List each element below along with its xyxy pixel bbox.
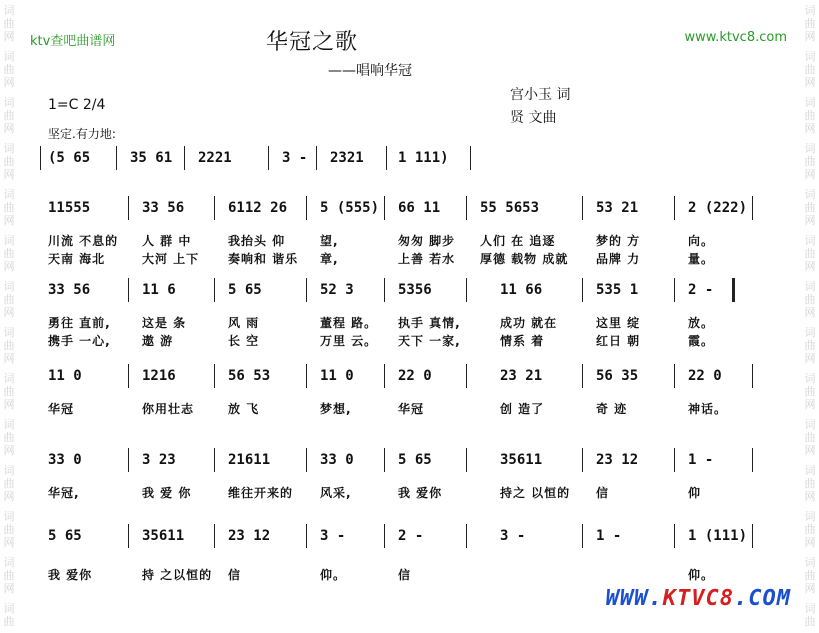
lyric-line-2: 大河 上下 — [142, 252, 200, 266]
bar-line — [384, 278, 385, 302]
watermark-glyph: 词 — [804, 464, 816, 477]
lyric-line-1: 勇往 直前, — [48, 316, 111, 330]
watermark-glyph: 网 — [3, 582, 15, 595]
bar-line — [582, 524, 583, 548]
watermark-glyph: 曲 — [804, 523, 816, 536]
watermark-glyph: 网 — [3, 306, 15, 319]
watermark-glyph: 曲 — [804, 569, 816, 582]
song-title: 华冠之歌 — [266, 30, 359, 55]
watermark-glyph: 网 — [3, 122, 15, 135]
watermark-glyph: 曲 — [804, 63, 816, 76]
watermark-glyph: 网 — [804, 536, 816, 549]
watermark-glyph: 网 — [804, 582, 816, 595]
watermark-glyph: 曲 — [3, 569, 15, 582]
bar-line — [306, 448, 307, 472]
watermark-glyph: 曲 — [3, 431, 15, 444]
lyric-line-1: 信 — [228, 568, 242, 582]
bar-line — [384, 364, 385, 388]
composer-credit: 贤 文曲 — [510, 110, 557, 126]
bar-line — [582, 448, 583, 472]
bar-line — [582, 364, 583, 388]
bar-line — [674, 196, 675, 220]
measure-notes: 11 6 — [142, 282, 176, 298]
measure-notes: 5 65 — [398, 452, 432, 468]
lyric-line-1: 仰。 — [320, 568, 347, 582]
bar-line — [752, 196, 753, 220]
lyric-line-1: 风 雨 — [228, 316, 260, 330]
watermark-glyph: 词 — [804, 142, 816, 155]
watermark-glyph: 网 — [804, 444, 816, 457]
watermark-glyph: 曲 — [804, 385, 816, 398]
watermark-glyph: 网 — [804, 352, 816, 365]
watermark-glyph: 曲 — [804, 109, 816, 122]
footer-brand: KTVC8 — [662, 586, 735, 611]
bar-line — [384, 196, 385, 220]
lyric-line-1: 人 群 中 — [142, 234, 192, 248]
bar-line — [386, 146, 387, 170]
watermark-glyph: 网 — [3, 536, 15, 549]
bar-line — [752, 524, 753, 548]
measure-notes: 11 66 — [500, 282, 543, 298]
lyric-line-1: 我 爱你 — [48, 568, 93, 582]
measure-notes: 2321 — [330, 150, 364, 166]
bar-line — [582, 196, 583, 220]
bar-line — [128, 364, 129, 388]
watermark-glyph: 词 — [804, 326, 816, 339]
watermark-glyph: 词 — [3, 418, 15, 431]
lyric-line-2: 遨 游 — [142, 334, 174, 348]
watermark-glyph: 曲 — [3, 477, 15, 490]
staff-row — [0, 528, 819, 582]
measure-notes: 33 56 — [48, 282, 91, 298]
watermark-glyph: 曲 — [3, 385, 15, 398]
watermark-glyph: 网 — [804, 260, 816, 273]
footer-logo[interactable] — [606, 586, 791, 611]
watermark-glyph: 网 — [804, 168, 816, 181]
watermark-glyph: 曲 — [3, 109, 15, 122]
lyric-line-2: 量。 — [688, 252, 715, 266]
lyric-line-2: 上善 若水 — [398, 252, 456, 266]
watermark-glyph: 词 — [804, 556, 816, 569]
lyric-line-2: 厚德 载物 成就 — [480, 252, 569, 266]
watermark-glyph: 曲 — [804, 155, 816, 168]
lyric-line-1: 华冠 — [48, 402, 75, 416]
footer-prefix: WWW. — [605, 586, 663, 611]
measure-notes: 23 21 — [500, 368, 543, 384]
measure-notes: 33 0 — [48, 452, 82, 468]
measure-notes: 6112 26 — [228, 200, 288, 216]
measure-notes: 11 0 — [320, 368, 354, 384]
watermark-glyph: 词 — [3, 280, 15, 293]
watermark-glyph: 网 — [804, 76, 816, 89]
measure-notes: 1 - — [596, 528, 622, 544]
footer-suffix: .COM — [734, 586, 791, 611]
watermark-glyph: 曲 — [3, 201, 15, 214]
watermark-glyph: 网 — [804, 30, 816, 43]
lyric-line-1: 人们 在 追逐 — [480, 234, 556, 248]
lyric-line-1: 华冠 — [398, 402, 425, 416]
watermark-glyph: 网 — [3, 214, 15, 227]
lyric-line-1: 创 造了 — [500, 402, 545, 416]
lyric-line-1: 川流 不息的 — [48, 234, 119, 248]
watermark-glyph: 网 — [3, 260, 15, 273]
measure-notes: 35611 — [142, 528, 185, 544]
lyric-line-1: 信 — [596, 486, 610, 500]
measure-notes: 5 65 — [228, 282, 262, 298]
watermark-glyph: 词 — [804, 50, 816, 63]
bar-line — [116, 146, 117, 170]
watermark-glyph: 曲 — [3, 523, 15, 536]
watermark-glyph: 词 — [3, 372, 15, 385]
watermark-glyph: 曲 — [804, 17, 816, 30]
lyric-line-1: 这里 绽 — [596, 316, 641, 330]
watermark-glyph: 词 — [3, 326, 15, 339]
measure-notes: 33 0 — [320, 452, 354, 468]
watermark-glyph: 词 — [804, 372, 816, 385]
bar-line — [128, 196, 129, 220]
watermark-glyph: 网 — [804, 122, 816, 135]
watermark-glyph: 曲 — [3, 293, 15, 306]
measure-notes: 23 12 — [228, 528, 271, 544]
measure-notes: 1 (111) — [688, 528, 748, 544]
lyric-line-1: 持之 以恒的 — [500, 486, 571, 500]
bar-line — [214, 448, 215, 472]
lyric-line-2: 万里 云。 — [320, 334, 378, 348]
lyric-line-1: 这是 条 — [142, 316, 187, 330]
watermark-glyph: 网 — [3, 398, 15, 411]
lyric-line-1: 风采, — [320, 486, 352, 500]
watermark-glyph: 网 — [804, 306, 816, 319]
watermark-glyph: 曲 — [3, 615, 15, 628]
watermark-glyph: 曲 — [3, 339, 15, 352]
measure-notes: 5 (555) — [320, 200, 380, 216]
measure-notes: (5 65 — [48, 150, 91, 166]
measure-notes: 35611 — [500, 452, 543, 468]
watermark-glyph: 网 — [3, 168, 15, 181]
watermark-glyph: 曲 — [3, 17, 15, 30]
watermark-glyph: 曲 — [3, 247, 15, 260]
watermark-glyph: 词 — [3, 602, 15, 615]
watermark-glyph: 曲 — [3, 155, 15, 168]
song-subtitle: ——唱响华冠 — [328, 63, 412, 79]
lyric-line-1: 梦的 方 — [596, 234, 641, 248]
watermark-glyph: 网 — [3, 30, 15, 43]
lyric-line-2: 章, — [320, 252, 339, 266]
lyric-line-2: 天下 一家, — [398, 334, 461, 348]
watermark-glyph: 词 — [804, 234, 816, 247]
watermark-glyph: 词 — [3, 96, 15, 109]
watermark-glyph: 网 — [804, 490, 816, 503]
watermark-glyph: 网 — [804, 214, 816, 227]
lyric-line-1: 向。 — [688, 234, 715, 248]
bar-line — [128, 524, 129, 548]
lyric-line-2: 品牌 力 — [596, 252, 641, 266]
measure-notes: 35 61 — [130, 150, 173, 166]
measure-notes: 33 56 — [142, 200, 185, 216]
measure-notes: 2221 — [198, 150, 232, 166]
measure-notes: 66 11 — [398, 200, 441, 216]
bar-line — [184, 146, 185, 170]
staff-row — [0, 452, 819, 500]
bar-line — [128, 448, 129, 472]
measure-notes: 3 - — [320, 528, 346, 544]
measure-notes: 21611 — [228, 452, 271, 468]
bar-line — [214, 278, 215, 302]
lyric-line-1: 我 爱 你 — [142, 486, 192, 500]
measure-notes: 22 0 — [688, 368, 722, 384]
watermark-glyph: 词 — [804, 510, 816, 523]
lyric-line-2: 长 空 — [228, 334, 260, 348]
lyric-line-1: 执手 真情, — [398, 316, 461, 330]
watermark-glyph: 词 — [3, 556, 15, 569]
lyric-line-1: 你用壮志 — [142, 402, 195, 416]
measure-notes: 3 23 — [142, 452, 176, 468]
bar-line — [214, 196, 215, 220]
measure-notes: 1 111) — [398, 150, 449, 166]
bar-line — [384, 524, 385, 548]
staff-row — [0, 368, 819, 416]
measure-notes: 52 3 — [320, 282, 354, 298]
measure-notes: 11 0 — [48, 368, 82, 384]
watermark-glyph: 词 — [3, 4, 15, 17]
measure-notes: 1 - — [688, 452, 714, 468]
watermark-glyph: 网 — [3, 76, 15, 89]
measure-notes: 23 12 — [596, 452, 639, 468]
bar-line — [674, 524, 675, 548]
lyric-line-2: 红日 朝 — [596, 334, 641, 348]
watermark-glyph: 曲 — [804, 615, 816, 628]
lyric-line-1: 奇 迹 — [596, 402, 628, 416]
bar-line — [470, 146, 471, 170]
measure-notes: 3 - — [282, 150, 308, 166]
lyric-line-1: 持 之以恒的 — [142, 568, 213, 582]
bar-line — [466, 278, 467, 302]
bar-line — [674, 364, 675, 388]
bar-line — [384, 448, 385, 472]
lyric-line-1: 放 飞 — [228, 402, 260, 416]
measure-notes: 1216 — [142, 368, 176, 384]
watermark-glyph: 曲 — [804, 339, 816, 352]
bar-line — [214, 524, 215, 548]
lyric-line-2: 奏响和 谐乐 — [228, 252, 299, 266]
watermark-glyph: 曲 — [804, 431, 816, 444]
lyric-line-1: 信 — [398, 568, 412, 582]
watermark-glyph: 词 — [804, 4, 816, 17]
lyric-line-1: 维往开来的 — [228, 486, 294, 500]
lyric-line-1: 成功 就在 — [500, 316, 558, 330]
watermark-glyph: 网 — [3, 352, 15, 365]
measure-notes: 5 65 — [48, 528, 82, 544]
lyric-line-1: 放。 — [688, 316, 715, 330]
watermark-glyph: 网 — [3, 490, 15, 503]
watermark-glyph: 词 — [804, 188, 816, 201]
watermark-glyph: 词 — [3, 188, 15, 201]
bar-line — [40, 146, 41, 170]
bar-line — [306, 364, 307, 388]
bar-line — [306, 524, 307, 548]
measure-notes: 11555 — [48, 200, 91, 216]
watermark-glyph: 曲 — [804, 247, 816, 260]
watermark-glyph: 词 — [3, 234, 15, 247]
measure-notes: 3 - — [500, 528, 526, 544]
measure-notes: 53 21 — [596, 200, 639, 216]
lyric-line-1: 仰 — [688, 486, 702, 500]
site-name-left[interactable]: ktv查吧曲谱网 — [30, 34, 116, 49]
staff-row — [0, 150, 819, 190]
bar-line — [732, 278, 735, 302]
lyric-line-1: 神话。 — [688, 402, 728, 416]
lyric-line-1: 匆匆 脚步 — [398, 234, 456, 248]
lyric-line-1: 华冠, — [48, 486, 80, 500]
bar-line — [752, 448, 753, 472]
lyric-line-2: 情系 着 — [500, 334, 545, 348]
watermark-glyph: 曲 — [804, 201, 816, 214]
lyric-line-1: 望, — [320, 234, 339, 248]
lyric-line-2: 携手 一心, — [48, 334, 111, 348]
bar-line — [752, 364, 753, 388]
lyric-line-2: 霞。 — [688, 334, 715, 348]
bar-line — [674, 448, 675, 472]
measure-notes: 535 1 — [596, 282, 639, 298]
watermark-glyph: 词 — [804, 280, 816, 293]
watermark-glyph: 词 — [804, 602, 816, 615]
bar-line — [466, 524, 467, 548]
bar-line — [582, 278, 583, 302]
watermark-glyph: 曲 — [3, 63, 15, 76]
measure-notes: 2 - — [688, 282, 714, 298]
measure-notes: 56 53 — [228, 368, 271, 384]
lyric-line-1: 仰。 — [688, 568, 715, 582]
bar-line — [306, 196, 307, 220]
bar-line — [214, 364, 215, 388]
watermark-glyph: 词 — [3, 50, 15, 63]
watermark-glyph: 词 — [804, 96, 816, 109]
lyric-line-1: 梦想, — [320, 402, 352, 416]
watermark-glyph: 网 — [3, 444, 15, 457]
watermark-glyph: 词 — [3, 142, 15, 155]
measure-notes: 5356 — [398, 282, 432, 298]
lyric-line-1: 我 爱你 — [398, 486, 443, 500]
measure-notes: 56 35 — [596, 368, 639, 384]
lyric-line-1: 董程 路。 — [320, 316, 378, 330]
bar-line — [466, 448, 467, 472]
tempo-marking: 坚定.有力地: — [48, 127, 116, 141]
bar-line — [316, 146, 317, 170]
watermark-glyph: 曲 — [804, 477, 816, 490]
bar-line — [128, 278, 129, 302]
bar-line — [268, 146, 269, 170]
lyric-line-2: 天南 海北 — [48, 252, 106, 266]
bar-line — [674, 278, 675, 302]
lyricist-credit: 宫小玉 词 — [510, 87, 571, 103]
watermark-glyph: 词 — [804, 418, 816, 431]
key-signature: 1=C 2/4 — [48, 97, 106, 113]
bar-line — [306, 278, 307, 302]
measure-notes: 22 0 — [398, 368, 432, 384]
lyric-line-1: 我抬头 仰 — [228, 234, 286, 248]
watermark-glyph: 词 — [3, 464, 15, 477]
staff-row — [0, 200, 819, 266]
watermark-glyph: 网 — [804, 398, 816, 411]
staff-row — [0, 282, 819, 348]
watermark-glyph: 曲 — [804, 293, 816, 306]
watermark-glyph: 词 — [3, 510, 15, 523]
measure-notes: 2 (222) — [688, 200, 748, 216]
measure-notes: 55 5653 — [480, 200, 540, 216]
site-url-right[interactable]: www.ktvc8.com — [684, 30, 787, 45]
bar-line — [466, 196, 467, 220]
bar-line — [466, 364, 467, 388]
measure-notes: 2 - — [398, 528, 424, 544]
